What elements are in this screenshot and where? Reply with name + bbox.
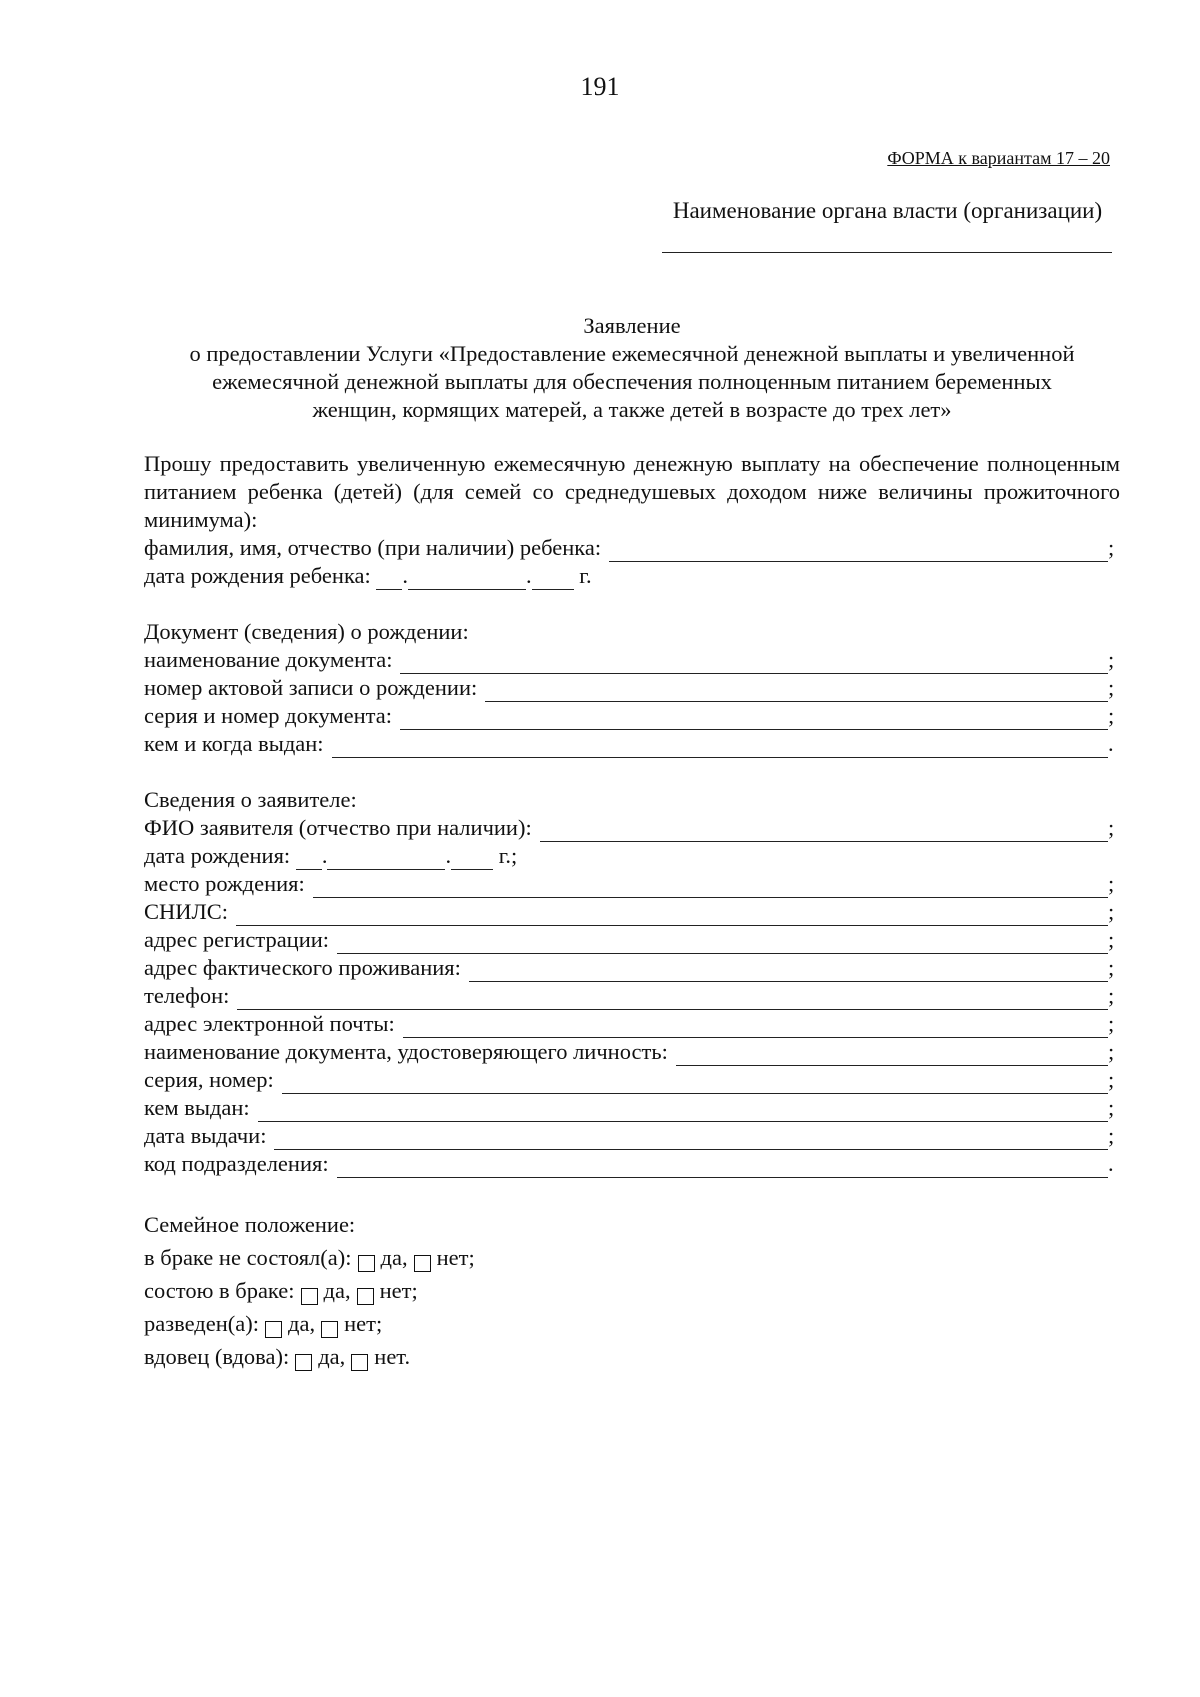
applicant-field-row [144,870,1120,898]
marital-option-label: разведен(а): [144,1311,260,1336]
yes-checkbox[interactable] [295,1354,312,1371]
birth-doc-field-label: серия и номер документа: [144,703,393,728]
applicant-field-input[interactable] [258,1101,1108,1122]
applicant-field-row [144,926,1120,954]
applicant-field-label: код подразделения: [144,1151,329,1176]
birth-doc-field-label: наименование документа: [144,647,393,672]
form-reference: ФОРМА к вариантам 17 – 20 [887,148,1110,168]
applicant-dob-month[interactable] [327,849,445,870]
yes-checkbox[interactable] [358,1255,375,1272]
applicant-field-row [144,898,1120,926]
applicant-field-input[interactable] [403,1017,1108,1038]
no-checkbox[interactable] [351,1354,368,1371]
no-label: нет. [374,1344,411,1369]
birth-doc-field-row [144,674,1120,702]
applicant-field-label: наименование документа, удостоверяющего личность: [144,1039,668,1064]
page-number: 191 [580,72,620,101]
applicant-field-label: адрес электронной почты: [144,1011,395,1036]
no-checkbox[interactable] [321,1321,338,1338]
no-checkbox[interactable] [414,1255,431,1272]
applicant-field-input[interactable] [237,989,1108,1010]
applicant-dob-year[interactable] [451,849,493,870]
applicant-dob-day[interactable] [296,849,322,870]
child-fio-label: фамилия, имя, отчество (при наличии) ребенка: [144,535,602,560]
birth-doc-field-end-mark: ; [1108,703,1115,728]
applicant-field-end-mark: ; [1108,983,1115,1008]
birth-doc-fields [144,646,1120,758]
child-dob-suffix: г. [579,563,592,588]
applicant-field-end-mark: ; [1108,899,1115,924]
applicant-field-row [144,982,1120,1010]
marital-option-label: вдовец (вдова): [144,1344,290,1369]
heading-line: ежемесячной денежной выплаты для обеспечения полноценным питанием беременных [212,369,1052,394]
document-heading [132,312,1132,424]
applicant-field-input[interactable] [337,1157,1108,1178]
applicant-field-end-mark: ; [1108,1039,1115,1064]
birth-doc-field-end-mark: . [1108,731,1114,756]
birth-doc-field-input[interactable] [332,737,1108,758]
marital-option-label: состою в браке: [144,1278,295,1303]
applicant-fields [144,870,1120,1178]
applicant-dob-row: дата рождения: . . г.; [144,843,518,868]
intro-paragraph: Прошу предоставить увеличенную ежемесячную денежную выплату на обеспечение полноценным питанием ребенка (детей) (для семей со среднедушевых доходом ниже величины прожиточного минимума): [144,451,1120,532]
applicant-field-row [144,1038,1120,1066]
birth-doc-field-row [144,702,1120,730]
child-dob-year[interactable] [532,569,574,590]
no-checkbox[interactable] [357,1288,374,1305]
yes-checkbox[interactable] [265,1321,282,1338]
applicant-field-row [144,1150,1120,1178]
document-title: Заявление [583,313,681,338]
form-body [144,450,1120,1371]
applicant-field-end-mark: ; [1108,1067,1115,1092]
marital-option-row [144,1338,1120,1371]
applicant-field-end-mark: . [1108,1151,1114,1176]
marital-title: Семейное положение: [144,1212,356,1237]
applicant-field-end-mark: ; [1108,1011,1115,1036]
org-name-field[interactable] [662,252,1112,253]
applicant-field-row [144,1094,1120,1122]
applicant-field-input[interactable] [282,1073,1108,1094]
applicant-field-input[interactable] [274,1129,1108,1150]
marital-option-row [144,1305,1120,1338]
child-dob-month[interactable] [408,569,526,590]
birth-doc-field-row [144,646,1120,674]
applicant-field-input[interactable] [337,933,1108,954]
birth-doc-title: Документ (сведения) о рождении: [144,619,469,644]
marital-option-row [144,1239,1120,1272]
applicant-field-input[interactable] [313,877,1108,898]
marital-option-row [144,1272,1120,1305]
applicant-field-label: дата выдачи: [144,1123,267,1148]
applicant-dob-suffix: г.; [498,843,518,868]
heading-line: женщин, кормящих матерей, а также детей в возрасте до трех лет» [312,397,952,422]
applicant-fio-field[interactable] [540,821,1108,842]
applicant-field-input[interactable] [469,961,1108,982]
yes-label: да, [323,1278,351,1303]
applicant-fio-row: ФИО заявителя (отчество при наличии): ; [144,815,1115,840]
org-name-label: Наименование органа власти (организации) [672,198,1103,223]
marital-option-label: в браке не состоял(а): [144,1245,352,1270]
applicant-field-label: адрес фактического проживания: [144,955,461,980]
applicant-field-row [144,1122,1120,1150]
birth-doc-field-input[interactable] [400,709,1108,730]
applicant-field-label: адрес регистрации: [144,927,330,952]
applicant-field-end-mark: ; [1108,1095,1115,1120]
birth-doc-field-end-mark: ; [1108,647,1115,672]
applicant-field-end-mark: ; [1108,871,1115,896]
birth-doc-field-end-mark: ; [1108,675,1115,700]
applicant-field-end-mark: ; [1108,927,1115,952]
applicant-field-label: кем выдан: [144,1095,250,1120]
birth-doc-field-row [144,730,1120,758]
birth-doc-field-label: номер актовой записи о рождении: [144,675,478,700]
applicant-field-label: телефон: [144,983,230,1008]
no-label: нет; [344,1311,383,1336]
applicant-field-label: место рождения: [144,871,305,896]
yes-label: да, [318,1344,346,1369]
child-fio-row: фамилия, имя, отчество (при наличии) ребенка: ; [144,535,1115,560]
applicant-field-end-mark: ; [1108,1123,1115,1148]
marital-options [144,1239,1120,1371]
heading-line: о предоставлении Услуги «Предоставление ежемесячной денежной выплаты и увеличенной [189,341,1075,366]
applicant-dob-label: дата рождения: [144,843,291,868]
applicant-field-label: СНИЛС: [144,899,229,924]
no-label: нет; [379,1278,418,1303]
applicant-title: Сведения о заявителе: [144,787,357,812]
applicant-field-label: серия, номер: [144,1067,274,1092]
applicant-field-end-mark: ; [1108,955,1115,980]
child-dob-row: дата рождения ребенка: . . г. [144,563,592,588]
yes-label: да, [380,1245,408,1270]
yes-checkbox[interactable] [301,1288,318,1305]
applicant-fio-label: ФИО заявителя (отчество при наличии): [144,815,532,840]
child-dob-label: дата рождения ребенка: [144,563,371,588]
applicant-field-input[interactable] [676,1045,1108,1066]
applicant-field-row [144,1010,1120,1038]
birth-doc-field-label: кем и когда выдан: [144,731,324,756]
no-label: нет; [436,1245,475,1270]
applicant-field-row [144,1066,1120,1094]
yes-label: да, [288,1311,316,1336]
child-dob-day[interactable] [376,569,402,590]
applicant-field-row [144,954,1120,982]
birth-doc-field-input[interactable] [485,681,1108,702]
applicant-field-input[interactable] [236,905,1108,926]
child-fio-field[interactable] [609,541,1108,562]
birth-doc-field-input[interactable] [400,653,1108,674]
